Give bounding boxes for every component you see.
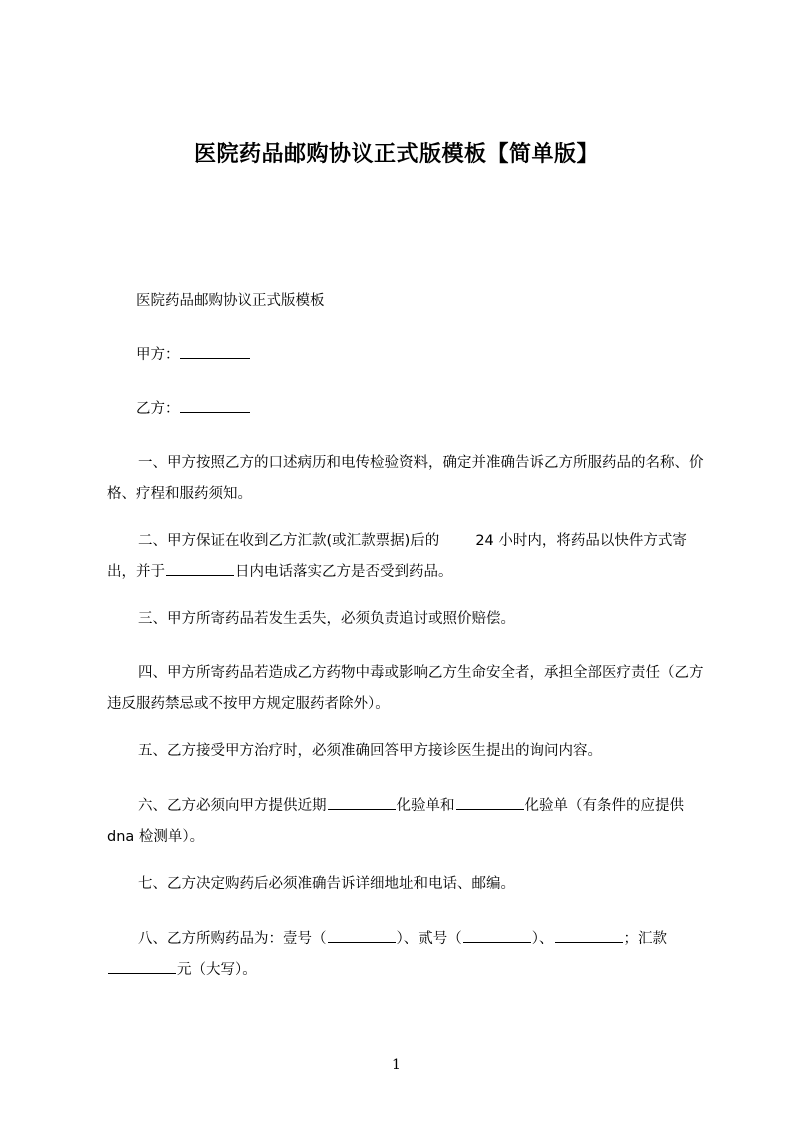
party-a-blank <box>180 344 250 359</box>
clause-6 <box>107 791 707 853</box>
clause-7 <box>107 869 707 900</box>
clause-5-text: 五、乙方接受甲方治疗时，必须准确回答甲方接诊医生提出的询问内容。 <box>138 743 602 759</box>
clause-6-text-b: 化验单和 <box>396 798 455 814</box>
document-subtitle <box>107 286 707 317</box>
clause-8-text-b: ）、贰号（ <box>396 931 462 947</box>
subtitle-text: 医院药品邮购协议正式版模板 <box>136 293 325 309</box>
clause-8-text-e: 元（大写）。 <box>177 962 257 978</box>
clause-8-text-c: ）、 <box>531 931 554 947</box>
clause-8-blank-3 <box>555 926 623 943</box>
clause-3 <box>107 604 707 635</box>
party-a-label: 甲方： <box>136 347 180 363</box>
party-a-line <box>107 340 707 371</box>
clause-8-text-d: ；汇款 <box>623 931 667 947</box>
clause-4 <box>107 658 707 720</box>
clause-7-text: 七、乙方决定购药后必须准确告诉详细地址和电话、邮编。 <box>138 876 515 892</box>
document-title: 医院药品邮购协议正式版模板【简单版】 <box>193 142 599 167</box>
clause-5 <box>107 736 707 767</box>
clause-8 <box>107 924 707 986</box>
party-b-blank <box>180 398 250 413</box>
clause-6-blank-1 <box>328 793 396 810</box>
clause-4-text: 四、甲方所寄药品若造成乙方药物中毒或影响乙方生命安全者，承担全部医疗责任（乙方违反服药禁忌或不按甲方规定服药者除外）。 <box>107 665 704 712</box>
clause-2-blank <box>166 559 234 576</box>
clause-6-blank-2 <box>456 793 524 810</box>
clause-2-text-b: 24 小时内，将药品以快件方式寄出，并于 <box>107 533 687 580</box>
party-b-label: 乙方： <box>136 401 180 417</box>
clause-2 <box>107 526 707 588</box>
clause-8-text-a: 八、乙方所购药品为：壹号（ <box>138 931 327 947</box>
clause-3-text: 三、甲方所寄药品若发生丢失，必须负责追讨或照价赔偿。 <box>138 611 515 627</box>
clause-2-text-c: 日内电话落实乙方是否受到药品。 <box>235 564 453 580</box>
clause-6-text-a: 六、乙方必须向甲方提供近期 <box>138 798 327 814</box>
clause-6-text-c: 化验单（有条件的应提供 dna 检测单）。 <box>107 798 684 845</box>
party-b-line <box>107 394 707 425</box>
clause-1-text: 一、甲方按照乙方的口述病历和电传检验资料，确定并准确告诉乙方所服药品的名称、价格、疗程和服药须知。 <box>107 455 704 502</box>
clause-8-blank-2 <box>463 926 531 943</box>
page-number: 1 <box>392 1057 401 1073</box>
clause-8-blank-1 <box>328 926 396 943</box>
clause-8-blank-4 <box>108 957 176 974</box>
clause-2-text-a: 二、甲方保证在收到乙方汇款(或汇款票据)后的 <box>138 533 440 549</box>
clause-1 <box>107 448 707 510</box>
